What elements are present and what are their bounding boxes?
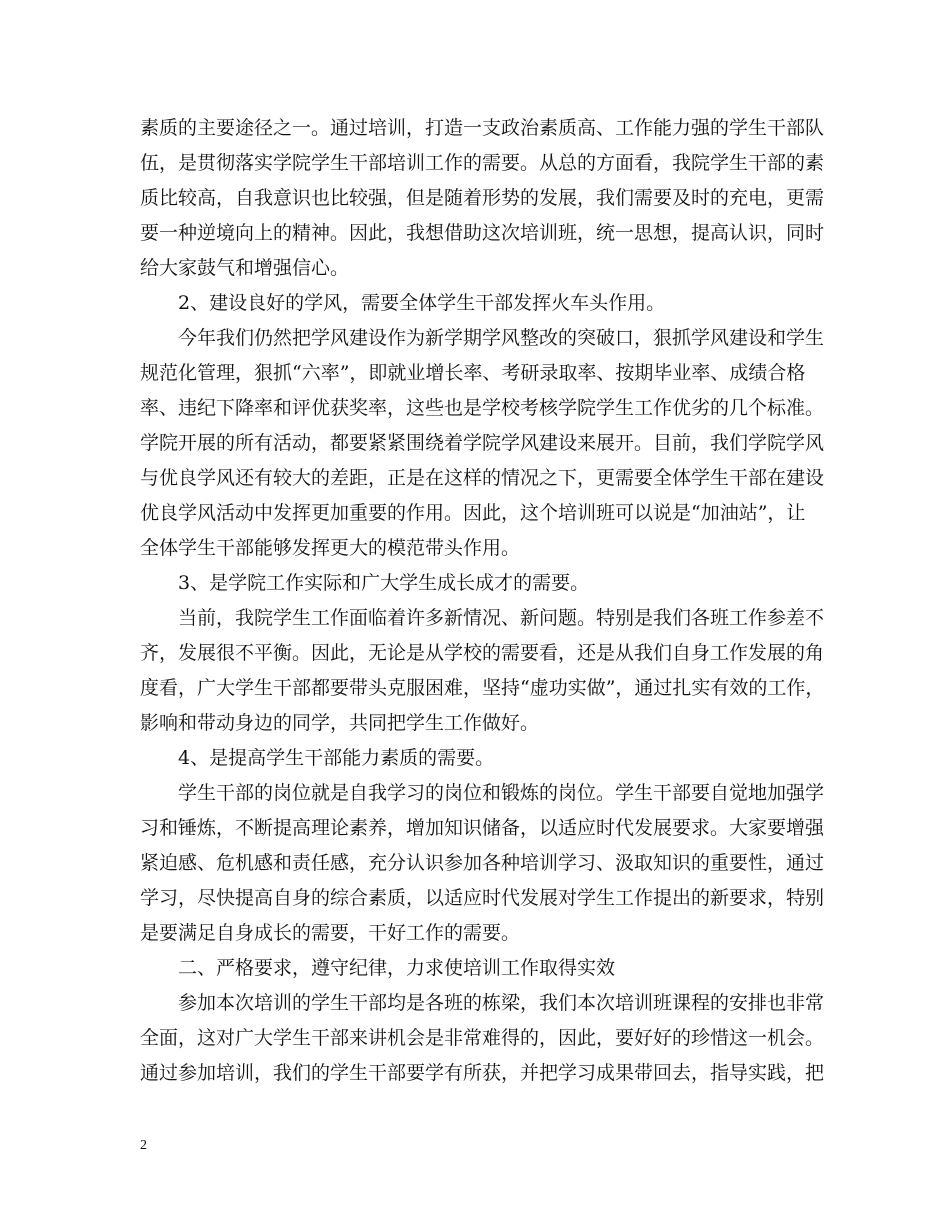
text-line: 紧迫感、危机感和责任感，充分认识参加各种培训学习、汲取知识的重要性，通过 xyxy=(140,852,825,874)
text-line: 今年我们仍然把学风建设作为新学期学风整改的突破口，狠抓学风建设和学生 xyxy=(178,327,825,349)
text-line: 伍，是贯彻落实学院学生干部培训工作的需要。从总的方面看，我院学生干部的素 xyxy=(140,152,825,174)
text-line: 当前，我院学生工作面临着许多新情况、新问题。特别是我们各班工作参差不 xyxy=(178,607,825,629)
page-number: 2 xyxy=(140,1138,147,1153)
text-line: 素质的主要途径之一。通过培训，打造一支政治素质高、工作能力强的学生干部队 xyxy=(140,117,825,139)
text-line: 学习，尽快提高自身的综合素质，以适应时代发展对学生工作提出的新要求，特别 xyxy=(140,887,825,909)
text-line: 度看，广大学生干部都要带头克服困难，坚持“虚功实做”，通过扎实有效的工作， xyxy=(140,677,825,699)
text-line: 优良学风活动中发挥更加重要的作用。因此，这个培训班可以说是“加油站”，让 xyxy=(140,502,806,524)
section-heading: 2、建设良好的学风，需要全体学生干部发挥火车头作用。 xyxy=(178,292,666,314)
text-line: 参加本次培训的学生干部均是各班的栋梁，我们本次培训班课程的安排也非常 xyxy=(178,992,825,1014)
text-line: 给大家鼓气和增强信心。 xyxy=(140,257,350,279)
text-line: 学生干部的岗位就是自我学习的岗位和锻炼的岗位。学生干部要自觉地加强学 xyxy=(178,782,825,804)
section-heading: 3、是学院工作实际和广大学生成长成才的需要。 xyxy=(178,572,590,594)
text-line: 习和锤炼，不断提高理论素养，增加知识储备，以适应时代发展要求。大家要增强 xyxy=(140,817,825,839)
text-line: 全面，这对广大学生干部来讲机会是非常难得的，因此，要好好的珍惜这一机会。 xyxy=(140,1027,825,1049)
text-line: 与优良学风还有较大的差距，正是在这样的情况之下，更需要全体学生干部在建设 xyxy=(140,467,825,489)
text-line: 全体学生干部能够发挥更大的模范带头作用。 xyxy=(140,537,521,559)
section-heading: 4、是提高学生干部能力素质的需要。 xyxy=(178,747,495,769)
text-line: 影响和带动身边的同学，共同把学生工作做好。 xyxy=(140,712,540,734)
text-line: 率、违纪下降率和评优获奖率，这些也是学校考核学院学生工作优劣的几个标准。 xyxy=(140,397,825,419)
text-line: 是要满足自身成长的需要，干好工作的需要。 xyxy=(140,922,521,944)
text-line: 质比较高，自我意识也比较强，但是随着形势的发展，我们需要及时的充电，更需 xyxy=(140,187,825,209)
text-line: 要一种逆境向上的精神。因此，我想借助这次培训班，统一思想，提高认识，同时 xyxy=(140,222,825,244)
text-line: 通过参加培训，我们的学生干部要学有所获，并把学习成果带回去，指导实践，把 xyxy=(140,1062,825,1084)
text-line: 学院开展的所有活动，都要紧紧围绕着学院学风建设来展开。目前，我们学院学风 xyxy=(140,432,825,454)
section-heading: 二、严格要求，遵守纪律，力求使培训工作取得实效 xyxy=(178,957,616,979)
text-line: 齐，发展很不平衡。因此，无论是从学校的需要看，还是从我们自身工作发展的角 xyxy=(140,642,825,664)
text-line: 规范化管理，狠抓“六率”，即就业增长率、考研录取率、按期毕业率、成绩合格 xyxy=(140,362,806,384)
